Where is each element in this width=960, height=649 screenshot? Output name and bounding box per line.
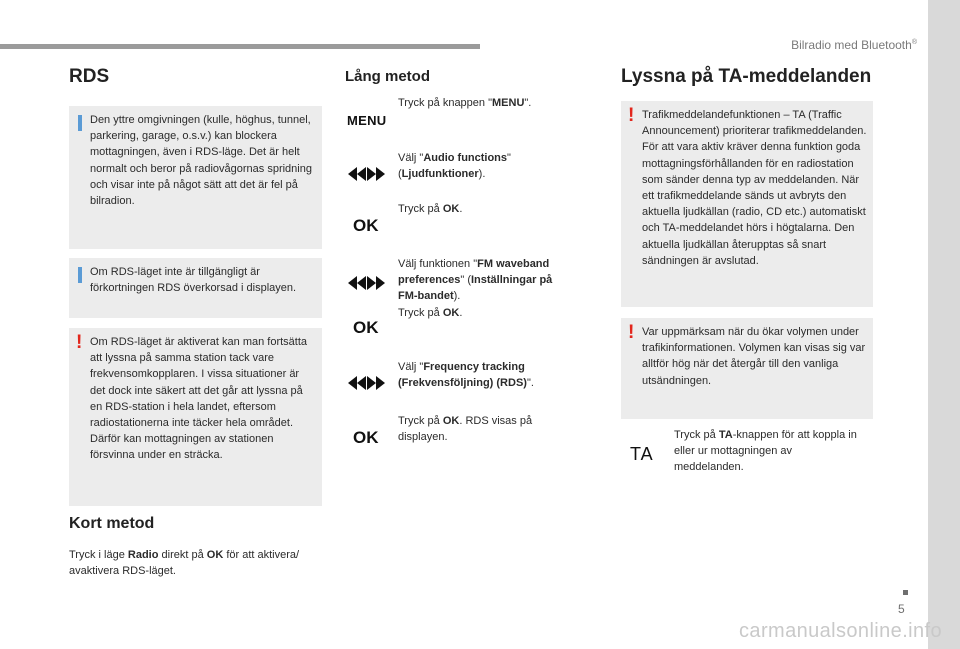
ok-button-icon: OK	[353, 428, 379, 447]
ok-button-icon: OK	[353, 216, 379, 235]
rds-info-note-1: Den yttre omgivningen (kulle, höghus, tunnel, parkering, garage, o.s.v.) kan blockera mottagningen, även i RDS-läge. Det är helt normalt och beror på radiovågornas spridning och visar inte på något sätt att det är fel på bilradion.	[69, 106, 322, 249]
ta-warning-note-1: ! Trafikmeddelandefunktionen – TA (Traffic Announcement) prioriterar trafikmeddelanden. För att vara aktiv kräver denna funktion goda mottagningsförhållanden för en radiostation som sänder denna typ av meddelanden. När ett trafikmeddelande sänds ut avbryts den aktuella ljudkällan (radio, CD etc.) automatiskt och TA-meddelandet hörs i högtalarna. Den aktuella ljudkällan återupptas så snart sändningen är avslutad.	[621, 101, 873, 307]
watermark: carmanualsonline.info	[739, 620, 942, 642]
rds-heading: RDS	[69, 66, 110, 87]
page-marker	[903, 590, 908, 595]
warning-exclamation-icon: !	[76, 332, 83, 353]
long-step-6: Välj "Frequency tracking (Frekvensföljning) (RDS)".	[398, 361, 534, 390]
ok-button-icon: OK	[353, 318, 379, 337]
short-method-text: Tryck i läge Radio direkt på OK för att aktivera/ avaktivera RDS-läget.	[69, 549, 300, 578]
rds-warning-note: ! Om RDS-läget är aktiverat kan man fortsätta att lyssna på samma station tack vare frekvensomkopplaren. I vissa situationer är det dock inte säkert att det går att lyssna på en RDS-station i hela landet, eftersom radiostationerna inte täcker hela området. Därför kan mottagningen av stationen försvinna under en sträcka.	[69, 328, 322, 506]
ta-instruction: Tryck på TA-knappen för att koppla in eller ur mottagningen av meddelanden.	[674, 429, 857, 474]
long-step-3: Tryck på OK.	[398, 203, 463, 215]
seek-arrows-icon	[348, 276, 385, 290]
section-header: Bilradio med Bluetooth®	[791, 38, 917, 52]
long-step-5: Tryck på OK.	[398, 307, 463, 319]
long-step-7: Tryck på OK. RDS visas på displayen.	[398, 415, 533, 444]
short-method-heading: Kort metod	[69, 515, 155, 532]
seek-arrows-icon	[348, 167, 385, 181]
page-number: 5	[898, 602, 905, 616]
warning-exclamation-icon: !	[628, 322, 635, 343]
menu-button-icon: MENU	[347, 113, 387, 128]
ta-heading: Lyssna på TA-meddelanden	[621, 66, 872, 87]
ta-button-icon: TA	[630, 444, 654, 464]
long-step-2: Välj "Audio functions" (Ljudfunktioner).	[398, 152, 511, 181]
long-method-heading: Lång metod	[345, 68, 430, 85]
rds-info-note-2: Om RDS-läget inte är tillgängligt är förkortningen RDS överkorsad i displayen.	[69, 258, 322, 318]
ta-warning-note-2: ! Var uppmärksam när du ökar volymen under trafikinformationen. Volymen kan visas sig var alltför hög när det återgår till den vanliga utsändningen.	[621, 318, 873, 419]
warning-exclamation-icon: !	[628, 105, 635, 126]
long-step-4: Välj funktionen "FM waveband preferences" (Inställningar på FM-bandet).	[398, 258, 553, 303]
seek-arrows-icon	[348, 376, 385, 390]
long-step-1: Tryck på knappen "MENU".	[398, 97, 532, 109]
info-marker-icon	[78, 115, 82, 131]
info-marker-icon	[78, 267, 82, 283]
page-edge-strip	[928, 0, 960, 649]
header-rule	[0, 44, 480, 49]
